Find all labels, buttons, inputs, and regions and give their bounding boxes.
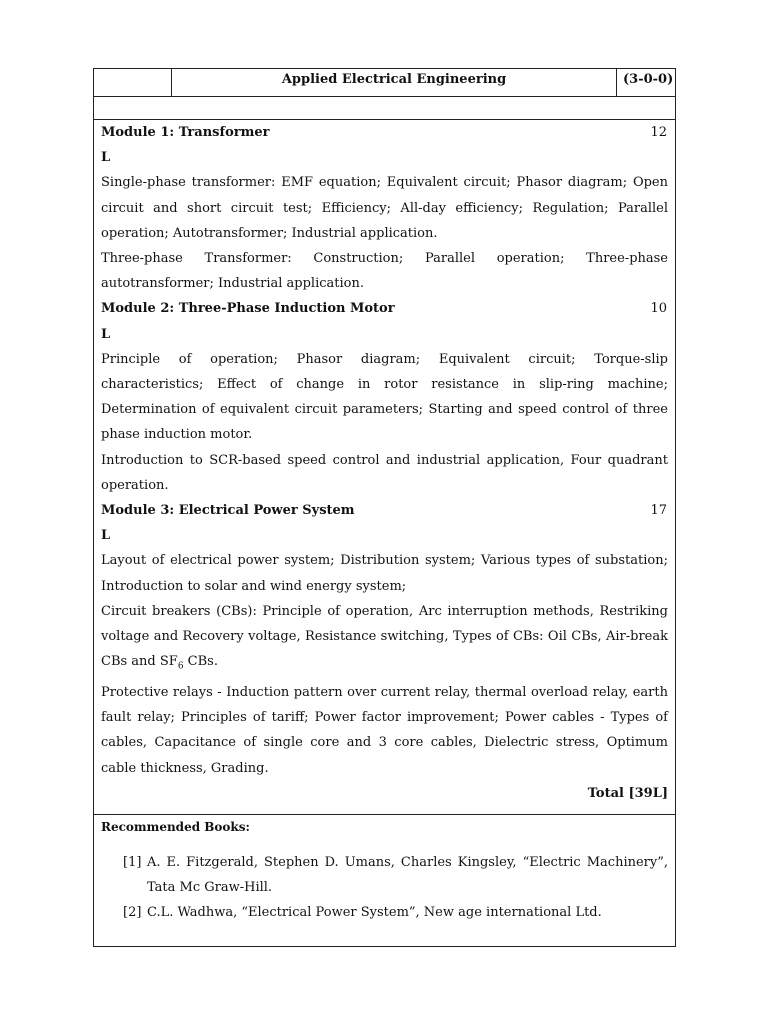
course-credits: (3-0-0) bbox=[623, 72, 674, 87]
blank-row bbox=[94, 97, 675, 120]
syllabus-table bbox=[93, 68, 676, 947]
book-text: C.L. Wadhwa, “Electrical Power System”, New age international Ltd. bbox=[147, 905, 602, 921]
circuit-breakers-text: Circuit breakers (CBs): Principle of operation, Arc interruption methods, Restriking voltage and Recovery voltage, Resistance switching, Types of CBs: Oil CBs, Air-break CBs and SF bbox=[101, 603, 668, 670]
module-unit: L bbox=[101, 326, 111, 342]
course-title: Applied Electrical Engineering bbox=[172, 69, 617, 96]
book-number: [2] bbox=[123, 905, 142, 921]
module-unit: L bbox=[101, 150, 111, 166]
books-title: Recommended Books: bbox=[101, 820, 250, 835]
syllabus-body bbox=[94, 120, 675, 815]
module-title: Module 1: Transformer bbox=[101, 125, 270, 140]
book-text: A. E. Fitzgerald, Stephen D. Umans, Charles Kingsley, “Electric Machinery”, Tata Mc Graw-Hill. bbox=[147, 855, 668, 896]
sf6-subscript: 6 bbox=[177, 661, 184, 672]
circuit-breakers-tail: CBs. bbox=[183, 654, 218, 670]
module-paragraph: Single-phase transformer: EMF equation; Equivalent circuit; Phasor diagram; Open circuit and short circuit test; Efficiency; All-day efficiency; Regulation; Parallel operation; Autotransformer; Industrial application. bbox=[101, 175, 668, 241]
module-hours: 10 bbox=[650, 301, 667, 317]
module-heading bbox=[101, 120, 668, 145]
book-number: [1] bbox=[123, 855, 142, 871]
book-reference bbox=[101, 900, 668, 925]
module-paragraph bbox=[101, 599, 668, 680]
module-heading bbox=[101, 296, 668, 321]
module-paragraph: Principle of operation; Phasor diagram; Equivalent circuit; Torque-slip characteristics; Effect of change in rotor resistance in slip-ring machine; Determination of equivalent circuit parameters; Starting and speed control of three phase induction motor. bbox=[101, 351, 668, 443]
module-paragraph: Three-phase Transformer: Construction; Parallel operation; Three-phase autotransformer; Industrial application. bbox=[101, 251, 668, 292]
module-paragraph: Introduction to SCR-based speed control and industrial application, Four quadrant operation. bbox=[101, 452, 668, 493]
header-code-cell bbox=[94, 69, 172, 96]
module-hours: 12 bbox=[650, 125, 667, 140]
books-section bbox=[94, 815, 675, 946]
module-hours: 17 bbox=[650, 503, 667, 519]
total-hours: Total [39L] bbox=[587, 785, 668, 801]
module-title: Module 2: Three-Phase Induction Motor bbox=[101, 301, 395, 317]
book-reference bbox=[101, 850, 668, 900]
module-paragraph: Layout of electrical power system; Distribution system; Various types of substation; Introduction to solar and wind energy system; bbox=[101, 553, 668, 594]
module-heading bbox=[101, 498, 668, 523]
module-unit: L bbox=[101, 528, 111, 544]
header-row bbox=[94, 69, 675, 97]
module-paragraph: Protective relays - Induction pattern over current relay, thermal overload relay, earth fault relay; Principles of tariff; Power factor improvement; Power cables - Types of cables, Capacitance of single core and 3 core cables, Dielectric stress, Optimum cable thickness, Grading. bbox=[101, 685, 668, 776]
module-title: Module 3: Electrical Power System bbox=[101, 503, 355, 519]
